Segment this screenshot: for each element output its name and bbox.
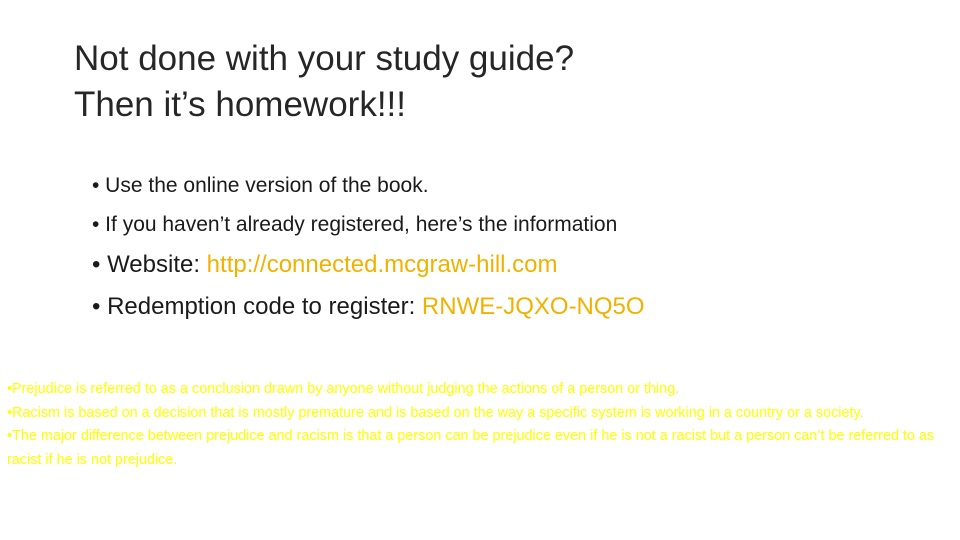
- website-label: • Website:: [92, 251, 207, 278]
- slide-title: [74, 36, 574, 128]
- bullet-registration-info: • If you haven’t already registered, here’s the information: [92, 213, 618, 236]
- bullet-website: [92, 244, 952, 286]
- title-line-2: Then it’s homework!!!: [74, 85, 406, 124]
- notes-block: [7, 378, 949, 472]
- bullet-redemption-code: [92, 286, 952, 328]
- redemption-label: • Redemption code to register:: [92, 293, 422, 320]
- bullet-list: [92, 166, 952, 328]
- note-prejudice: •Prejudice is referred to as a conclusion drawn by anyone without judging the actions of a person or thing.: [7, 381, 680, 397]
- bullet-online-book: • Use the online version of the book.: [92, 174, 429, 197]
- title-line-1: Not done with your study guide?: [74, 39, 575, 78]
- redemption-code: RNWE-JQXO-NQ5O: [421, 293, 645, 320]
- note-difference: •The major difference between prejudice and racism is that a person can be prejudice even if he is not a racist but a person can’t be referred to as racist if he is not prejudice.: [7, 428, 935, 468]
- website-url: http://connected.mcgraw-hill.com: [206, 251, 558, 278]
- note-racism: •Racism is based on a decision that is mostly premature and is based on the way a specific system is working in a country or a society.: [7, 404, 864, 421]
